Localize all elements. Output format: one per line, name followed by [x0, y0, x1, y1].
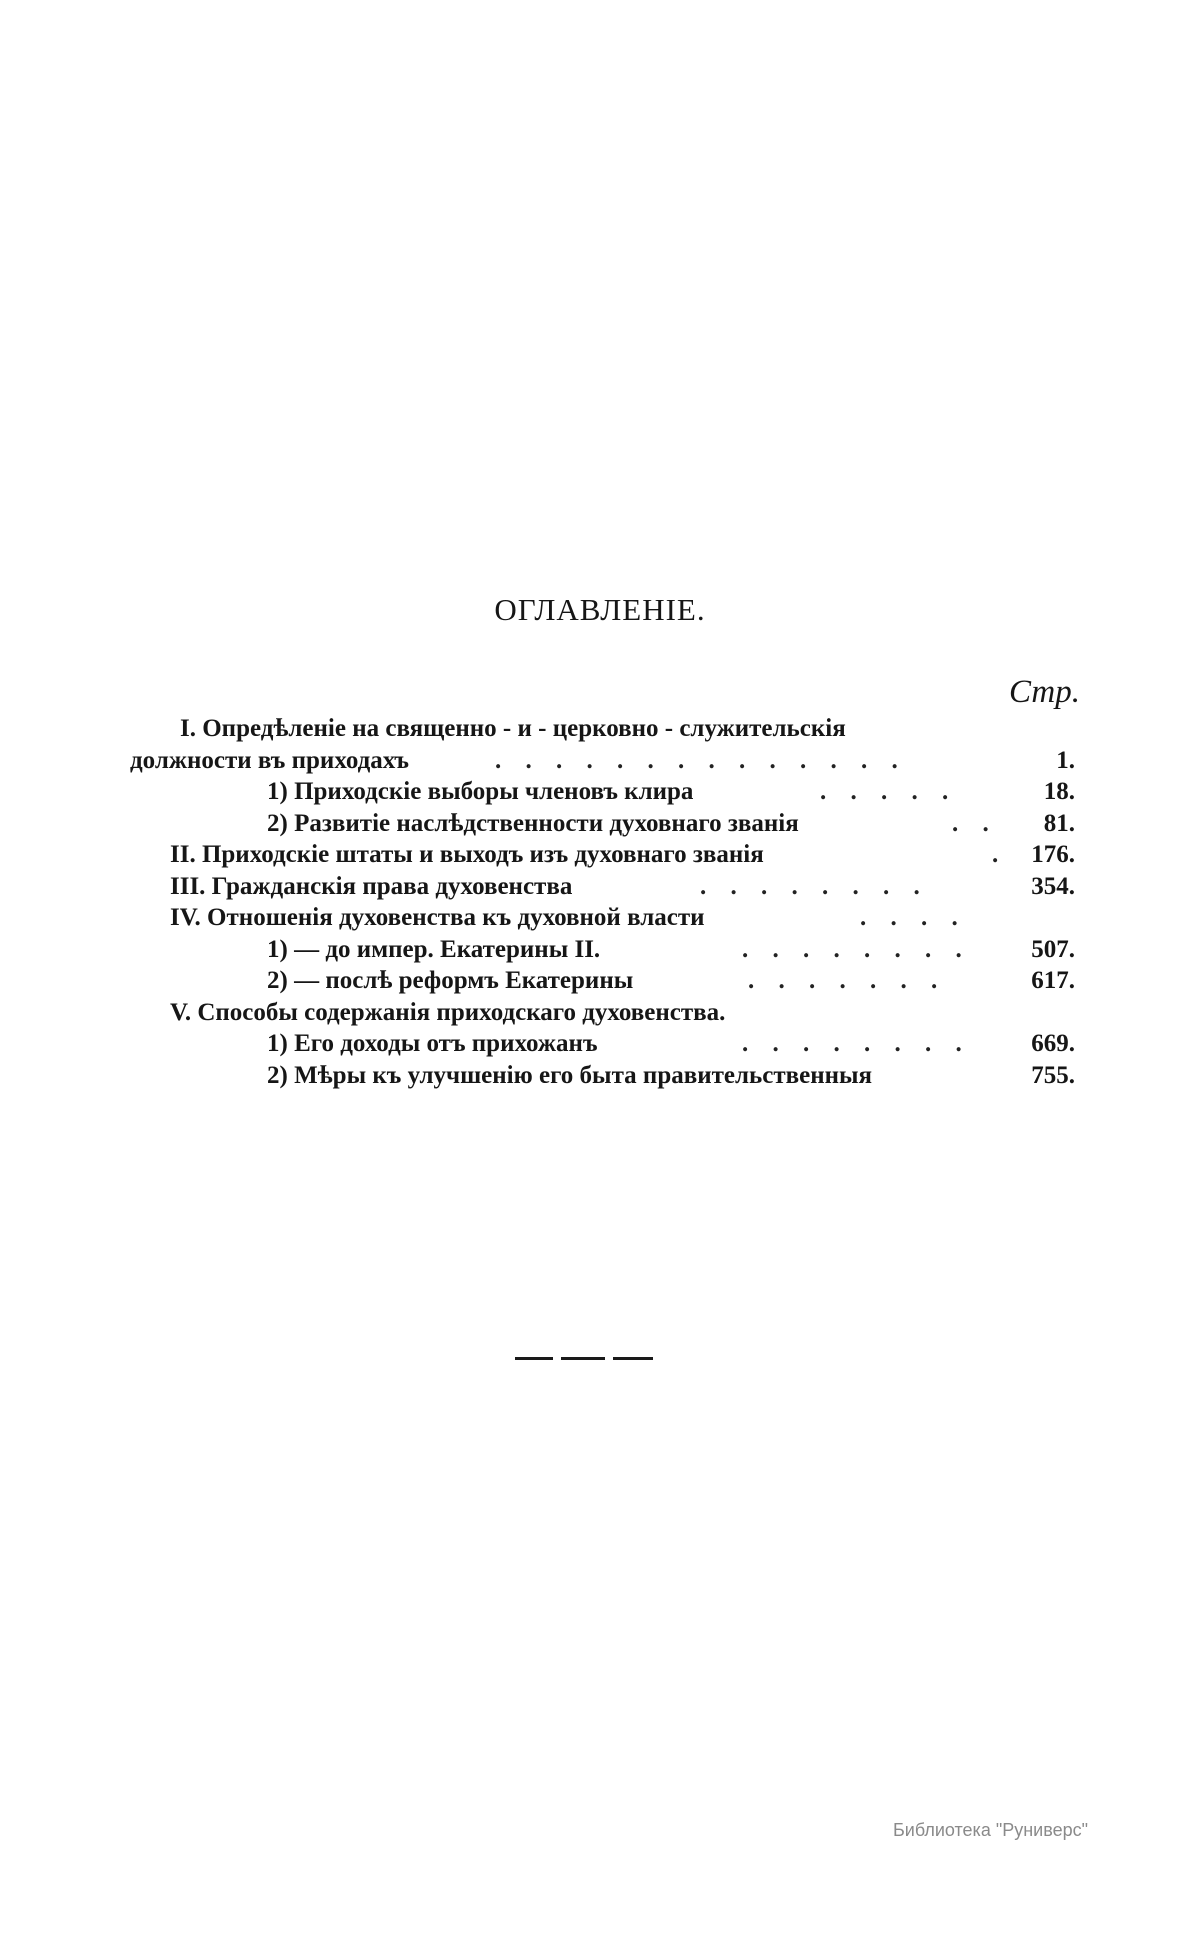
toc-entry-text: 2) Развитіе наслѣдственности духовнаго званія: [267, 809, 799, 837]
toc-entry-leader-dots: . . . . . . . .: [700, 872, 929, 900]
end-rule-ornament: [515, 1357, 655, 1361]
toc-entry-page: 1.: [1056, 746, 1075, 774]
toc-entry-page: 755.: [1031, 1061, 1075, 1089]
toc-entry-text: III. Гражданскія права духовенства: [170, 872, 573, 900]
toc-entry-page: 18.: [1043, 778, 1075, 805]
toc-entry-leader-dots: . .: [952, 809, 998, 837]
toc-entry-text: II. Приходскіе штаты и выходъ изъ духовнаго званія: [170, 841, 764, 868]
toc-entry-leader-dots: . . . .: [860, 904, 967, 931]
toc-entry-text: 1) Приходскіе выборы членовъ клира: [267, 778, 694, 805]
toc-entry: [130, 713, 1075, 745]
toc-entry: [130, 965, 1075, 997]
toc-entry-page: 81.: [1043, 809, 1075, 837]
toc-entry-text: 1) Его доходы отъ прихожанъ: [267, 1030, 598, 1057]
toc-entry: [130, 871, 1075, 903]
toc-entry-text: IV. Отношенія духовенства къ духовной власти: [170, 904, 705, 931]
toc-entry-text: должности въ приходахъ: [130, 746, 409, 774]
toc-entry-text: 2) — послѣ реформъ Екатерины: [267, 967, 634, 994]
toc-entry: [130, 745, 1075, 777]
page-column-label: Стр.: [1008, 674, 1080, 710]
toc-entry: [130, 997, 1075, 1029]
toc-entry: [130, 839, 1075, 871]
toc-entry-text: V. Способы содержанія приходскаго духовенства.: [170, 998, 726, 1026]
toc-entry: [130, 934, 1075, 966]
toc-entry-leader-dots: . . . . . . .: [748, 967, 947, 994]
toc-entry: [130, 1028, 1075, 1060]
library-watermark: Библиотека "Руниверс": [892, 1820, 1088, 1840]
toc-entry-text: I. Опредѣленіе на священно - и - церковно - служительскія: [180, 715, 846, 742]
toc-entry-page: 354.: [1031, 872, 1075, 900]
toc-entry-page: 176.: [1031, 841, 1075, 868]
table-of-contents: [130, 713, 1075, 1091]
toc-entry-text: 1) — до импер. Екатерины II.: [267, 935, 601, 963]
toc-entry: [130, 776, 1075, 808]
toc-entry-page: 669.: [1031, 1030, 1075, 1057]
toc-entry: [130, 808, 1075, 840]
toc-entry: [130, 902, 1075, 934]
toc-entry-leader-dots: .: [992, 841, 1008, 868]
toc-entry-text: 2) Мѣры къ улучшенію его быта правительственныя: [267, 1061, 873, 1089]
toc-entry: [130, 1060, 1075, 1092]
toc-entry-page: 617.: [1031, 967, 1075, 994]
toc-entry-page: 507.: [1031, 935, 1075, 963]
page-title: ОГЛАВЛЕНІЕ.: [494, 592, 706, 627]
toc-entry-leader-dots: . . . . . . . .: [742, 1030, 971, 1057]
toc-entry-leader-dots: . . . . . . . . . . . . . .: [495, 746, 907, 774]
toc-entry-leader-dots: . . . . . . . .: [742, 935, 971, 963]
toc-entry-leader-dots: . . . . .: [820, 778, 958, 805]
